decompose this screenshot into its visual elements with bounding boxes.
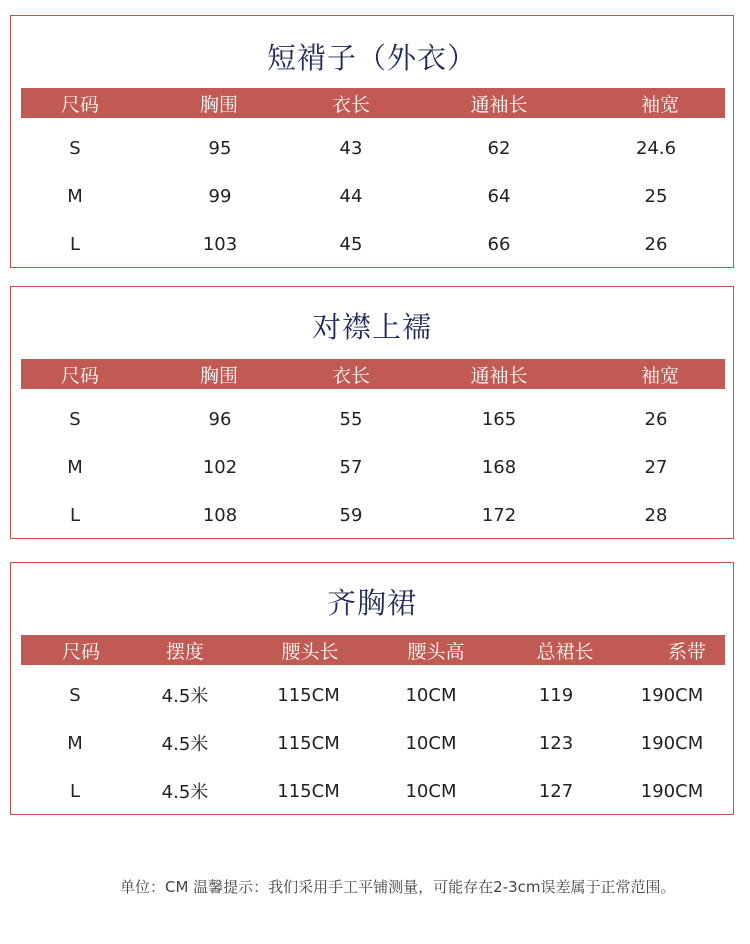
table-cell: 4.5米 — [161, 686, 209, 707]
table-cell: 172 — [481, 504, 517, 526]
table-cell: 62 — [487, 137, 511, 159]
table-row — [21, 767, 725, 815]
header-cell: 通袖长 — [470, 93, 528, 116]
size-table-top — [10, 286, 734, 539]
table-cell: 190CM — [640, 780, 704, 802]
table-cell: 10CM — [405, 780, 457, 802]
header-cell: 尺码 — [60, 93, 99, 116]
table-row — [21, 443, 725, 491]
table-cell: 190CM — [640, 732, 704, 754]
header-cell: 袖宽 — [640, 364, 679, 387]
table-cell: 26 — [644, 233, 668, 255]
table-title: 对襟上襦 — [311, 310, 432, 344]
table-cell: 10CM — [405, 732, 457, 754]
header-cell: 摆度 — [165, 640, 204, 663]
table-cell: 168 — [481, 456, 517, 478]
header-cell: 腰头高 — [407, 640, 465, 663]
table-row — [21, 491, 725, 539]
table-cell: 64 — [487, 185, 511, 207]
table-title: 短褙子（外衣） — [266, 41, 477, 75]
header-cell: 胸围 — [199, 93, 238, 116]
table-row — [21, 395, 725, 443]
table-cell: 123 — [538, 732, 574, 754]
table-cell: S — [69, 137, 81, 159]
table-cell: 26 — [644, 408, 668, 430]
header-cell: 总裙长 — [536, 640, 594, 663]
table-cell: L — [69, 233, 81, 255]
table-cell: 24.6 — [635, 137, 677, 159]
table-cell: 43 — [339, 137, 363, 159]
table-row — [21, 220, 725, 268]
table-cell: 4.5米 — [161, 734, 209, 755]
table-cell: 45 — [339, 233, 363, 255]
header-cell: 袖宽 — [640, 93, 679, 116]
table-row — [21, 671, 725, 719]
table-cell: 10CM — [405, 684, 457, 706]
table-cell: 127 — [538, 780, 574, 802]
size-table-skirt — [10, 562, 734, 815]
table-cell: 99 — [208, 185, 232, 207]
table-cell: 95 — [208, 137, 232, 159]
header-cell: 腰头长 — [281, 640, 339, 663]
header-cell: 衣长 — [331, 364, 370, 387]
table-cell: 96 — [208, 408, 232, 430]
table-cell: 4.5米 — [161, 782, 209, 803]
table-cell: 115CM — [277, 684, 340, 706]
table-cell: 103 — [202, 233, 238, 255]
header-cell: 衣长 — [331, 93, 370, 116]
table-cell: M — [67, 456, 83, 478]
table-cell: 57 — [339, 456, 363, 478]
table-cell: 115CM — [277, 780, 340, 802]
table-cell: 190CM — [640, 684, 704, 706]
table-cell: S — [69, 684, 81, 706]
table-header-row — [21, 635, 725, 665]
table-cell: S — [69, 408, 81, 430]
table-row — [21, 124, 725, 172]
table-cell: 25 — [644, 185, 668, 207]
table-cell: 59 — [339, 504, 363, 526]
table-header-row — [21, 88, 725, 118]
measurement-note: 单位：CM 温馨提示：我们采用手工平铺测量，可能存在2-3cm误差属于正常范围。 — [120, 878, 676, 896]
table-row — [21, 172, 725, 220]
table-cell: M — [67, 185, 83, 207]
table-cell: 108 — [202, 504, 238, 526]
header-cell: 系带 — [667, 640, 706, 663]
size-table-jacket — [10, 15, 734, 268]
table-cell: L — [69, 504, 81, 526]
table-cell: 119 — [538, 684, 574, 706]
table-cell: 28 — [644, 504, 668, 526]
table-cell: 55 — [339, 408, 363, 430]
table-row — [21, 719, 725, 767]
table-cell: 165 — [481, 408, 517, 430]
header-cell: 尺码 — [61, 640, 100, 663]
table-title: 齐胸裙 — [326, 586, 417, 620]
table-cell: 44 — [339, 185, 363, 207]
header-cell: 胸围 — [199, 364, 238, 387]
table-cell: 102 — [202, 456, 238, 478]
table-cell: 66 — [487, 233, 511, 255]
table-cell: L — [69, 780, 81, 802]
table-cell: 27 — [644, 456, 668, 478]
header-cell: 通袖长 — [470, 364, 528, 387]
table-cell: 115CM — [277, 732, 340, 754]
table-cell: M — [67, 732, 83, 754]
table-header-row — [21, 359, 725, 389]
header-cell: 尺码 — [60, 364, 99, 387]
